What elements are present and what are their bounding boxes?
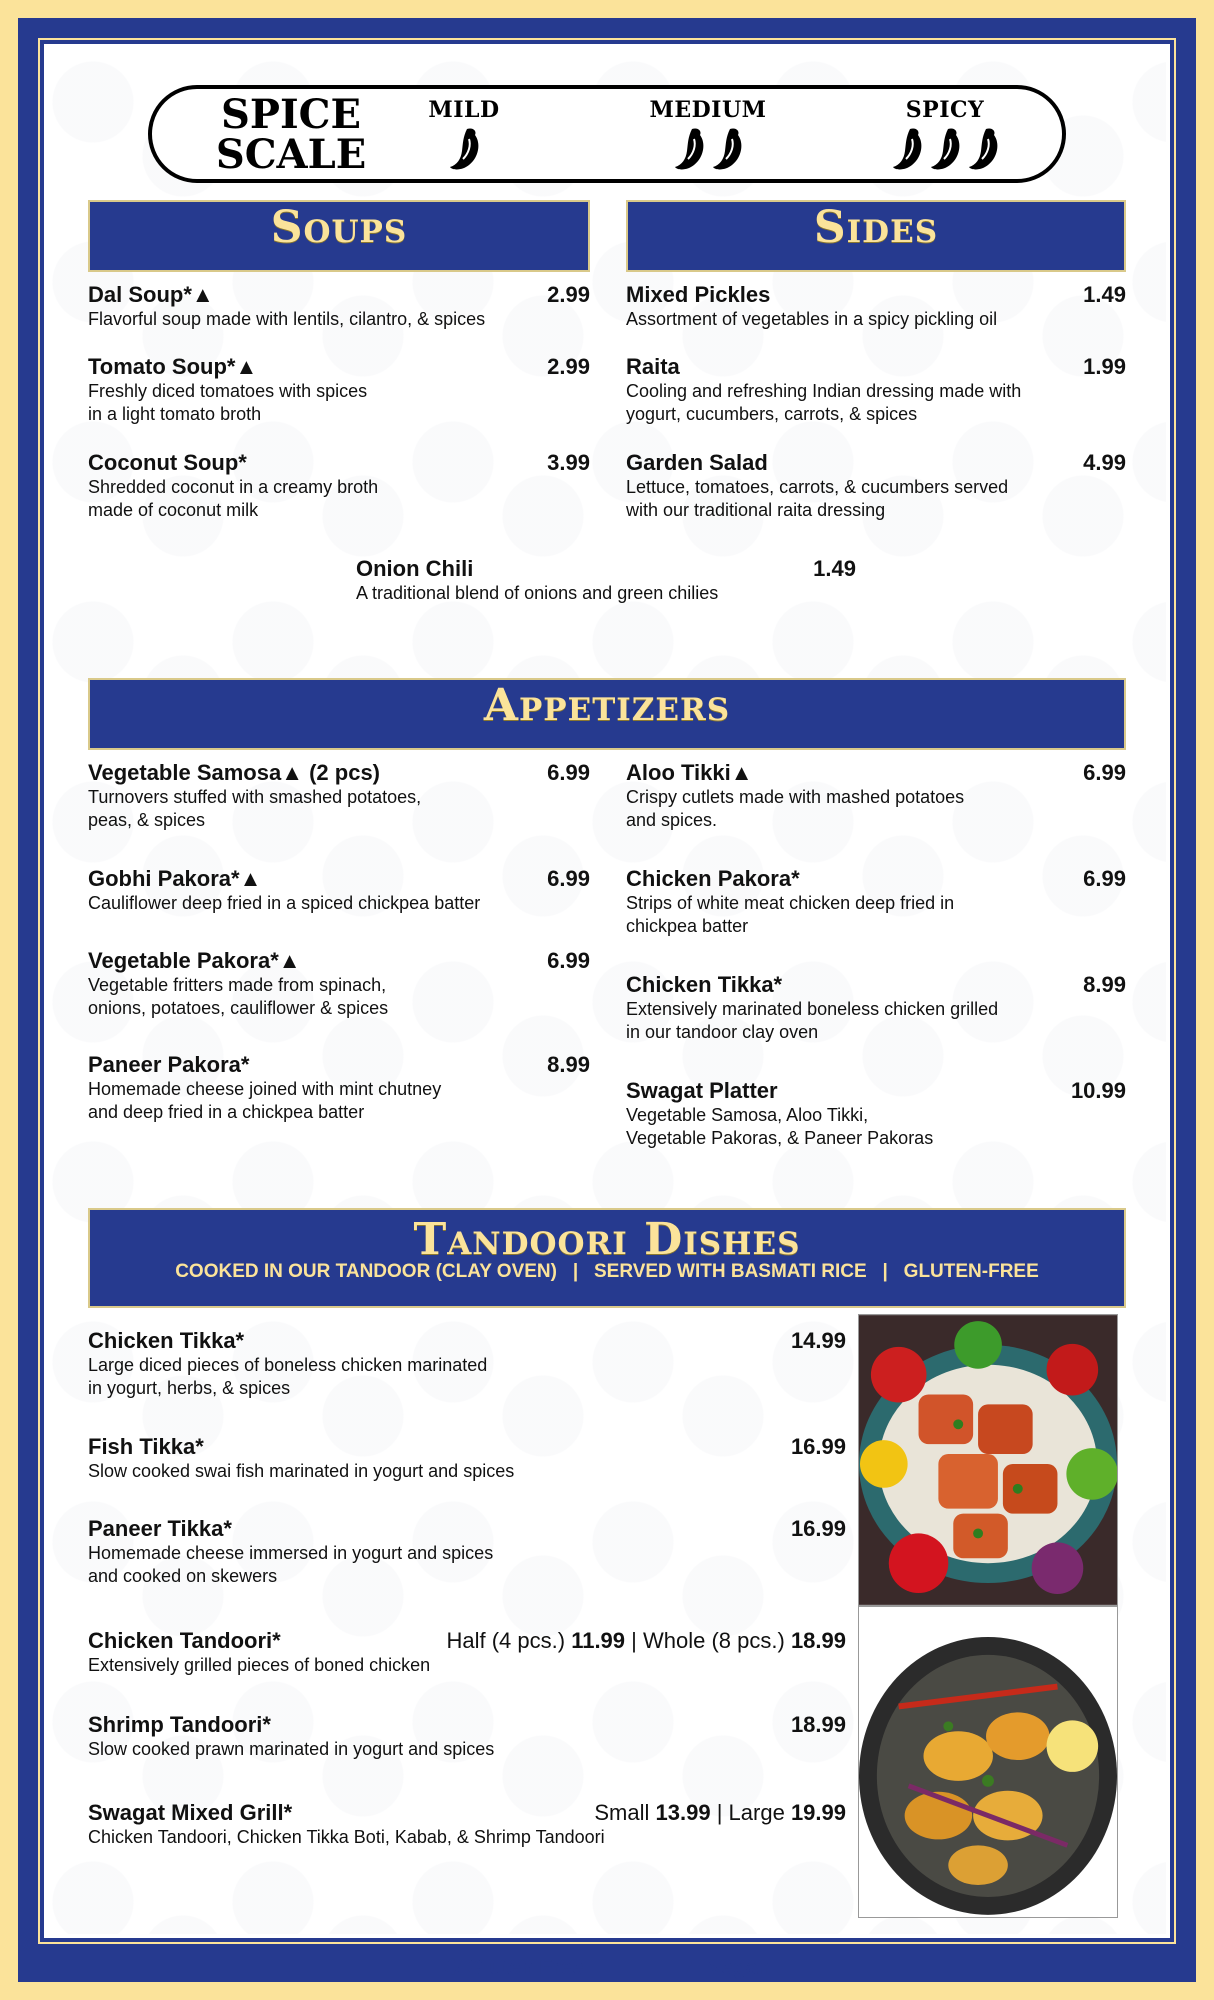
menu-item-dal-soup: Dal Soup*▲ 2.99 Flavorful soup made with lentils, cilantro, & spices	[88, 282, 590, 329]
spice-level-mild: MILD	[414, 97, 514, 171]
menu-item-vegetable-pakora: Vegetable Pakora*▲ 6.99 Vegetable fritters made from spinach, onions, potatoes, cauliflower & spices	[88, 948, 590, 1018]
shrimp-tandoori-photo	[858, 1606, 1118, 1918]
menu-item-coconut-soup: Coconut Soup* 3.99 Shredded coconut in a creamy broth made of coconut milk	[88, 450, 590, 520]
appetizers-header: Appetizers	[88, 678, 1126, 750]
sides-header: Sides	[626, 200, 1126, 272]
mixed-grill-prices: Small 13.99 | Large 19.99	[594, 1800, 846, 1825]
chili-pepper-icon	[890, 125, 924, 171]
menu-item-aloo-tikki: Aloo Tikki▲ 6.99 Crispy cutlets made with mashed potatoes and spices.	[626, 760, 1126, 830]
menu-item-onion-chili: Onion Chili 1.49 A traditional blend of onions and green chilies	[356, 556, 856, 603]
chili-pepper-icon	[710, 125, 744, 171]
menu-item-swagat-mixed-grill: Swagat Mixed Grill* Small 13.99 | Large 19.99 Chicken Tandoori, Chicken Tikka Boti, Kabab, & Shrimp Tandoori	[88, 1800, 846, 1847]
chili-pepper-icon	[447, 125, 481, 171]
chicken-tandoori-prices: Half (4 pcs.) 11.99 | Whole (8 pcs.) 18.99	[446, 1628, 846, 1653]
chili-pepper-icon	[966, 125, 1000, 171]
menu-item-chicken-tandoori: Chicken Tandoori* Half (4 pcs.) 11.99 | Whole (8 pcs.) 18.99 Extensively grilled pieces of boned chicken	[88, 1628, 846, 1675]
chili-pepper-icon	[672, 125, 706, 171]
menu-item-raita: Raita 1.99 Cooling and refreshing Indian dressing made with yogurt, cucumbers, carrots, & spices	[626, 354, 1126, 424]
menu-item-tomato-soup: Tomato Soup*▲ 2.99 Freshly diced tomatoes with spices in a light tomato broth	[88, 354, 590, 424]
chicken-tikka-photo	[858, 1314, 1118, 1606]
menu-item-gobhi-pakora: Gobhi Pakora*▲ 6.99 Cauliflower deep fried in a spiced chickpea batter	[88, 866, 590, 913]
menu-item-mixed-pickles: Mixed Pickles 1.49 Assortment of vegetables in a spicy pickling oil	[626, 282, 1126, 329]
menu-item-swagat-platter: Swagat Platter 10.99 Vegetable Samosa, Aloo Tikki, Vegetable Pakoras, & Paneer Pakoras	[626, 1078, 1126, 1148]
soups-header: Soups	[88, 200, 590, 272]
spice-scale	[148, 85, 1066, 183]
spice-level-medium: MEDIUM	[638, 97, 778, 171]
menu-item-vegetable-samosa: Vegetable Samosa▲ (2 pcs) 6.99 Turnovers stuffed with smashed potatoes, peas, & spices	[88, 760, 590, 830]
menu-item-paneer-tikka: Paneer Tikka* 16.99 Homemade cheese immersed in yogurt and spices and cooked on skewers	[88, 1516, 846, 1586]
vegan-legend: ▲ Vegan	[681, 1956, 771, 1979]
spice-scale-title: SPICE SCALE	[215, 91, 367, 178]
menu-item-fish-tikka: Fish Tikka* 16.99 Slow cooked swai fish marinated in yogurt and spices	[88, 1434, 846, 1481]
menu-item-chicken-tikka: Chicken Tikka* 14.99 Large diced pieces of boneless chicken marinated in yogurt, herbs, & spices	[88, 1328, 846, 1398]
menu-item-shrimp-tandoori: Shrimp Tandoori* 18.99 Slow cooked prawn marinated in yogurt and spices	[88, 1712, 846, 1759]
spice-level-spicy: SPICY	[870, 97, 1020, 171]
tandoori-subtitle: COOKED IN OUR TANDOOR (CLAY OVEN) | SERVED WITH BASMATI RICE | GLUTEN-FREE	[175, 1261, 1039, 1282]
menu-item-chicken-pakora: Chicken Pakora* 6.99 Strips of white meat chicken deep fried in chickpea batter	[626, 866, 1126, 936]
gluten-free-legend: ✱ Gluten Free	[443, 1956, 584, 1979]
dietary-legend	[0, 1955, 1214, 1980]
tandoori-header: Tandoori Dishes COOKED IN OUR TANDOOR (CLAY OVEN) | SERVED WITH BASMATI RICE | GLUTEN-FREE	[88, 1208, 1126, 1308]
menu-item-paneer-pakora: Paneer Pakora* 8.99 Homemade cheese joined with mint chutney and deep fried in a chickpea batter	[88, 1052, 590, 1122]
chili-pepper-icon	[928, 125, 962, 171]
menu-item-garden-salad: Garden Salad 4.99 Lettuce, tomatoes, carrots, & cucumbers served with our traditional raita dressing	[626, 450, 1126, 520]
menu-item-chicken-tikka-appetizer: Chicken Tikka* 8.99 Extensively marinated boneless chicken grilled in our tandoor clay oven	[626, 972, 1126, 1042]
